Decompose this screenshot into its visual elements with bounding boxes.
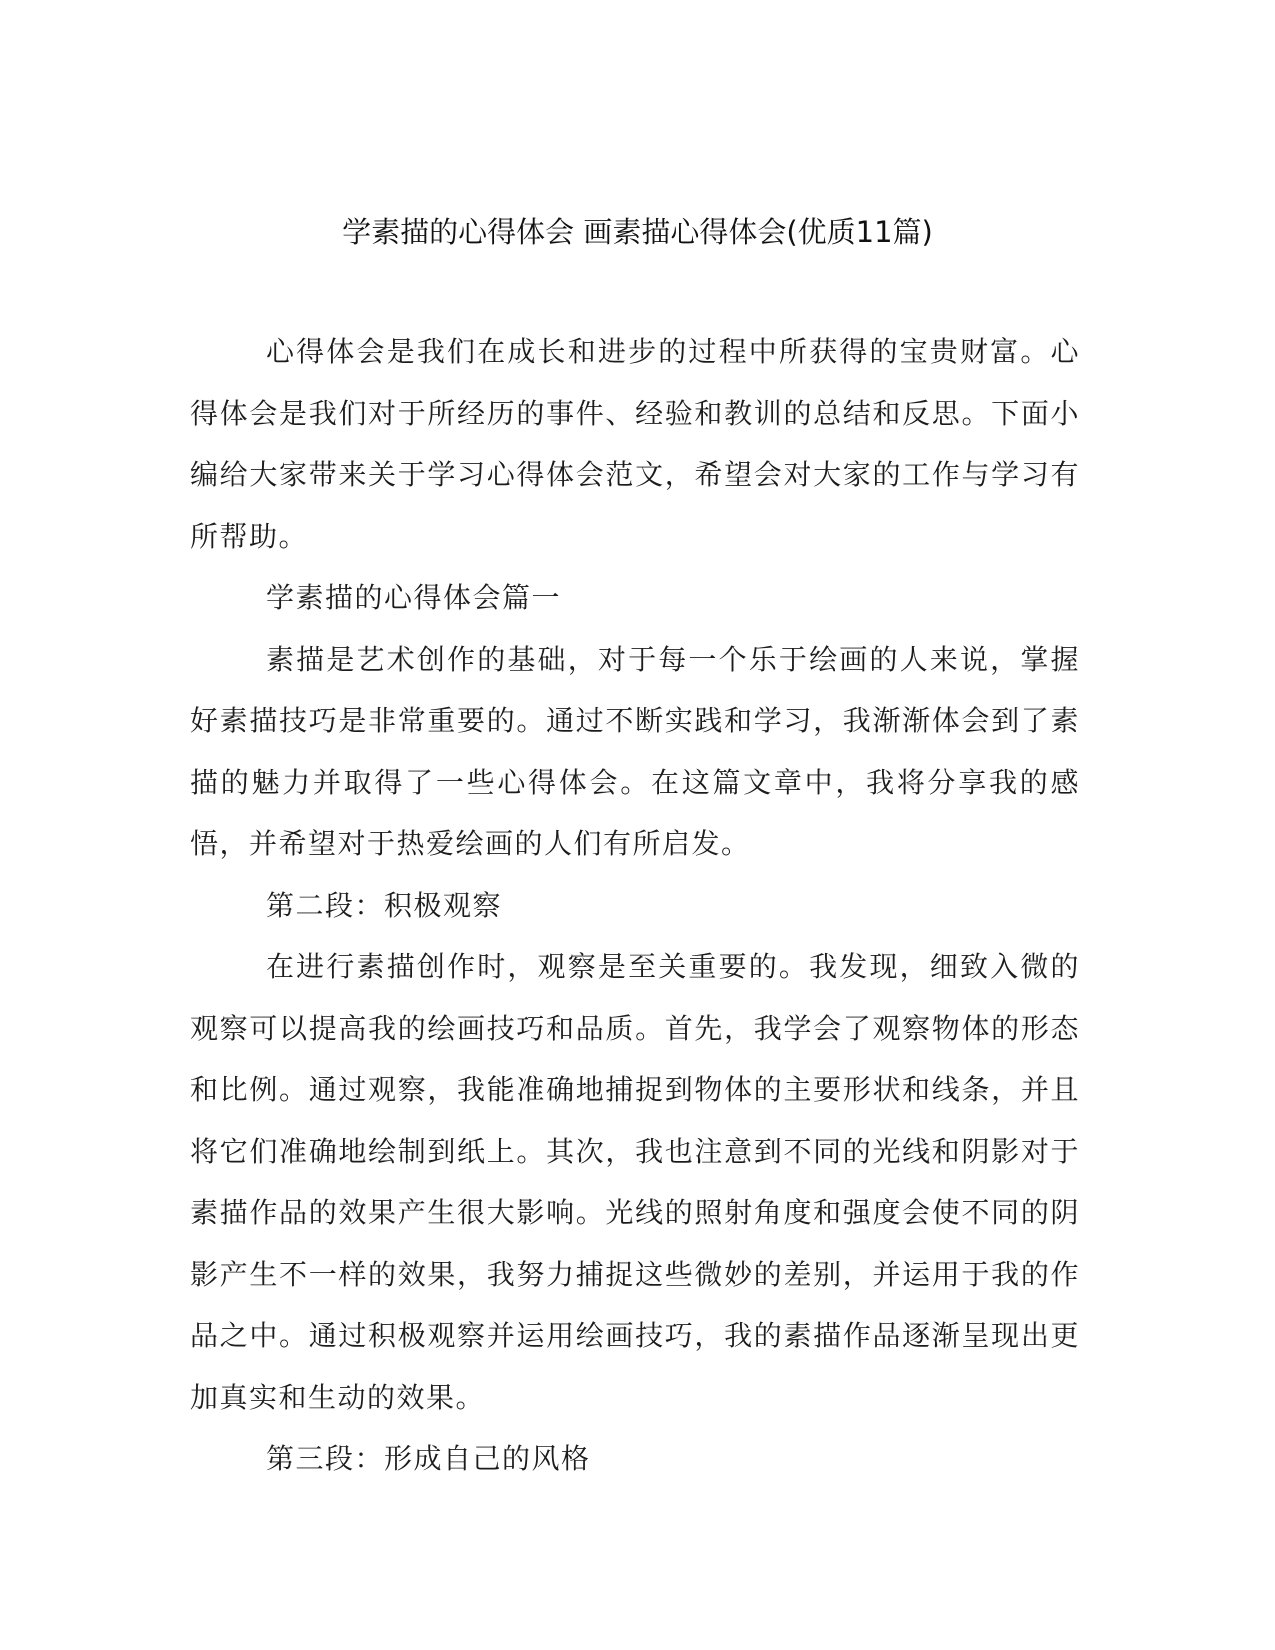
document-body	[190, 321, 1080, 1490]
body-paragraph: 在进行素描创作时，观察是至关重要的。我发现，细致入微的观察可以提高我的绘画技巧和品质。首先，我学会了观察物体的形态和比例。通过观察，我能准确地捕捉到物体的主要形状和线条，并且将它们准确地绘制到纸上。其次，我也注意到不同的光线和阴影对于素描作品的效果产生很大影响。光线的照射角度和强度会使不同的阴影产生不一样的效果，我努力捕捉这些微妙的差别，并运用于我的作品之中。通过积极观察并运用绘画技巧，我的素描作品逐渐呈现出更加真实和生动的效果。	[190, 950, 1080, 1414]
document-title: 学素描的心得体会 画素描心得体会(优质11篇)	[342, 215, 933, 249]
body-paragraph: 素描是艺术创作的基础，对于每一个乐于绘画的人来说，掌握好素描技巧是非常重要的。通过不断实践和学习，我渐渐体会到了素描的魅力并取得了一些心得体会。在这篇文章中，我将分享我的感悟，并希望对于热爱绘画的人们有所启发。	[190, 642, 1080, 860]
section-heading-observation: 第二段：积极观察	[266, 888, 503, 922]
intro-paragraph: 心得体会是我们在成长和进步的过程中所获得的宝贵财富。心得体会是我们对于所经历的事件、经验和教训的总结和反思。下面小编给大家带来关于学习心得体会范文，希望会对大家的工作与学习有所帮助。	[190, 335, 1080, 553]
section-heading-part-one: 学素描的心得体会篇一	[266, 581, 562, 614]
section-heading-own-style: 第三段：形成自己的风格	[266, 1442, 591, 1475]
